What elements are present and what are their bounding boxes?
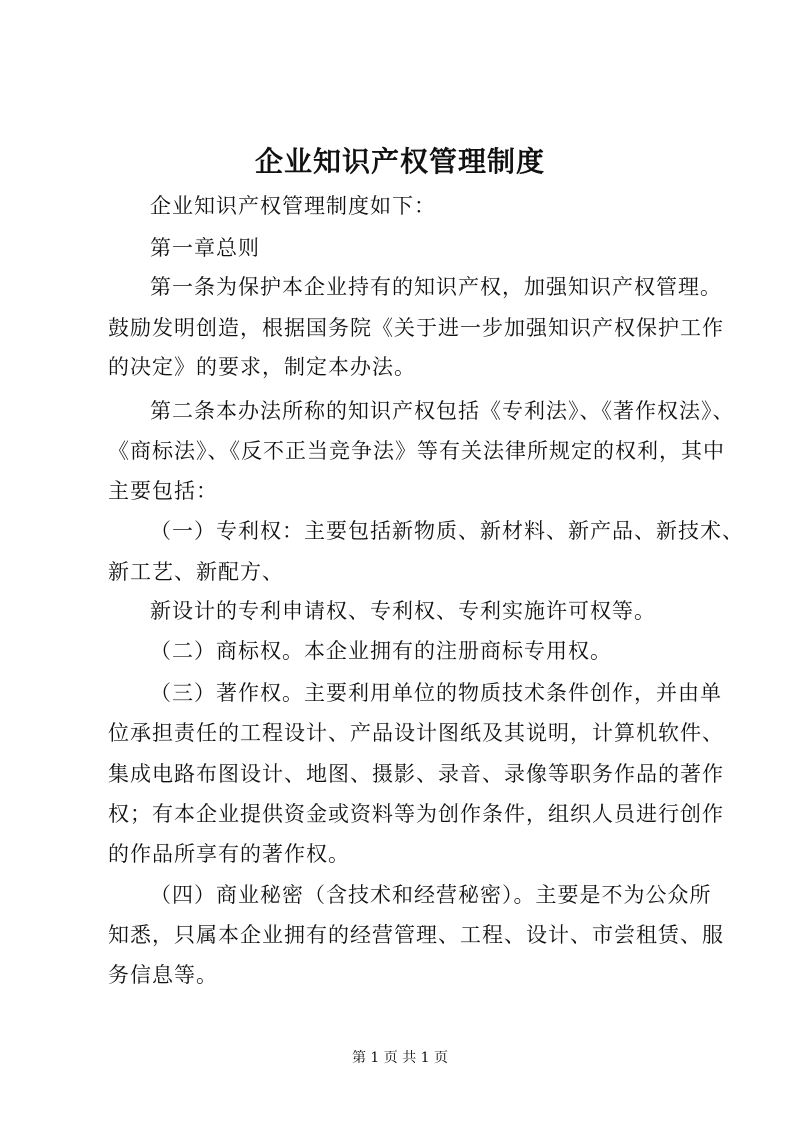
paragraph-line: 的作品所享有的著作权。 [108, 842, 350, 866]
paragraph-line: （一）专利权：主要包括新物质、新材料、新产品、新技术、 [150, 519, 744, 543]
paragraph-line: 第二条本办法所称的知识产权包括《专利法》、《著作权法》、 [150, 399, 735, 423]
paragraph-line: 鼓励发明创造，根据国务院《关于进一步加强知识产权保护工作 [108, 316, 724, 340]
paragraph-line: 第一条为保护本企业持有的知识产权，加强知识产权管理。 [150, 275, 722, 299]
paragraph-line: （二）商标权。本企业拥有的注册商标专用权。 [150, 639, 612, 663]
paragraph-line-intro: 企业知识产权管理制度如下： [150, 194, 436, 218]
paragraph-line: 新设计的专利申请权、专利权、专利实施许可权等。 [150, 599, 656, 623]
paragraph-line: 务信息等。 [108, 963, 218, 987]
paragraph-line: 位承担责任的工程设计、产品设计图纸及其说明，计算机软件、 [108, 721, 724, 745]
paragraph-line: （四）商业秘密（含技术和经营秘密）。主要是不为公众所 [150, 883, 712, 907]
paragraph-line: 集成电路布图设计、地图、摄影、录音、录像等职务作品的著作 [108, 762, 724, 786]
paragraph-line: 《商标法》、《反不正当竞争法》等有关法律所规定的权利，其中 [108, 439, 725, 463]
document-title: 企业知识产权管理制度 [254, 145, 545, 178]
page-footer: 第 1 页 共 1 页 [351, 1050, 449, 1066]
paragraph-line: 知悉，只属本企业拥有的经营管理、工程、设计、市尝租赁、服 [108, 923, 724, 947]
paragraph-line: 新工艺、新配方、 [108, 560, 284, 584]
paragraph-line: 的决定》的要求，制定本办法。 [108, 355, 416, 379]
paragraph-line: 权；有本企业提供资金或资料等为创作条件，组织人员进行创作 [108, 802, 724, 826]
paragraph-line: 主要包括： [108, 479, 218, 503]
chapter-heading: 第一章总则 [150, 236, 260, 260]
paragraph-line: （三）著作权。主要利用单位的物质技术条件创作，并由单 [150, 681, 722, 705]
